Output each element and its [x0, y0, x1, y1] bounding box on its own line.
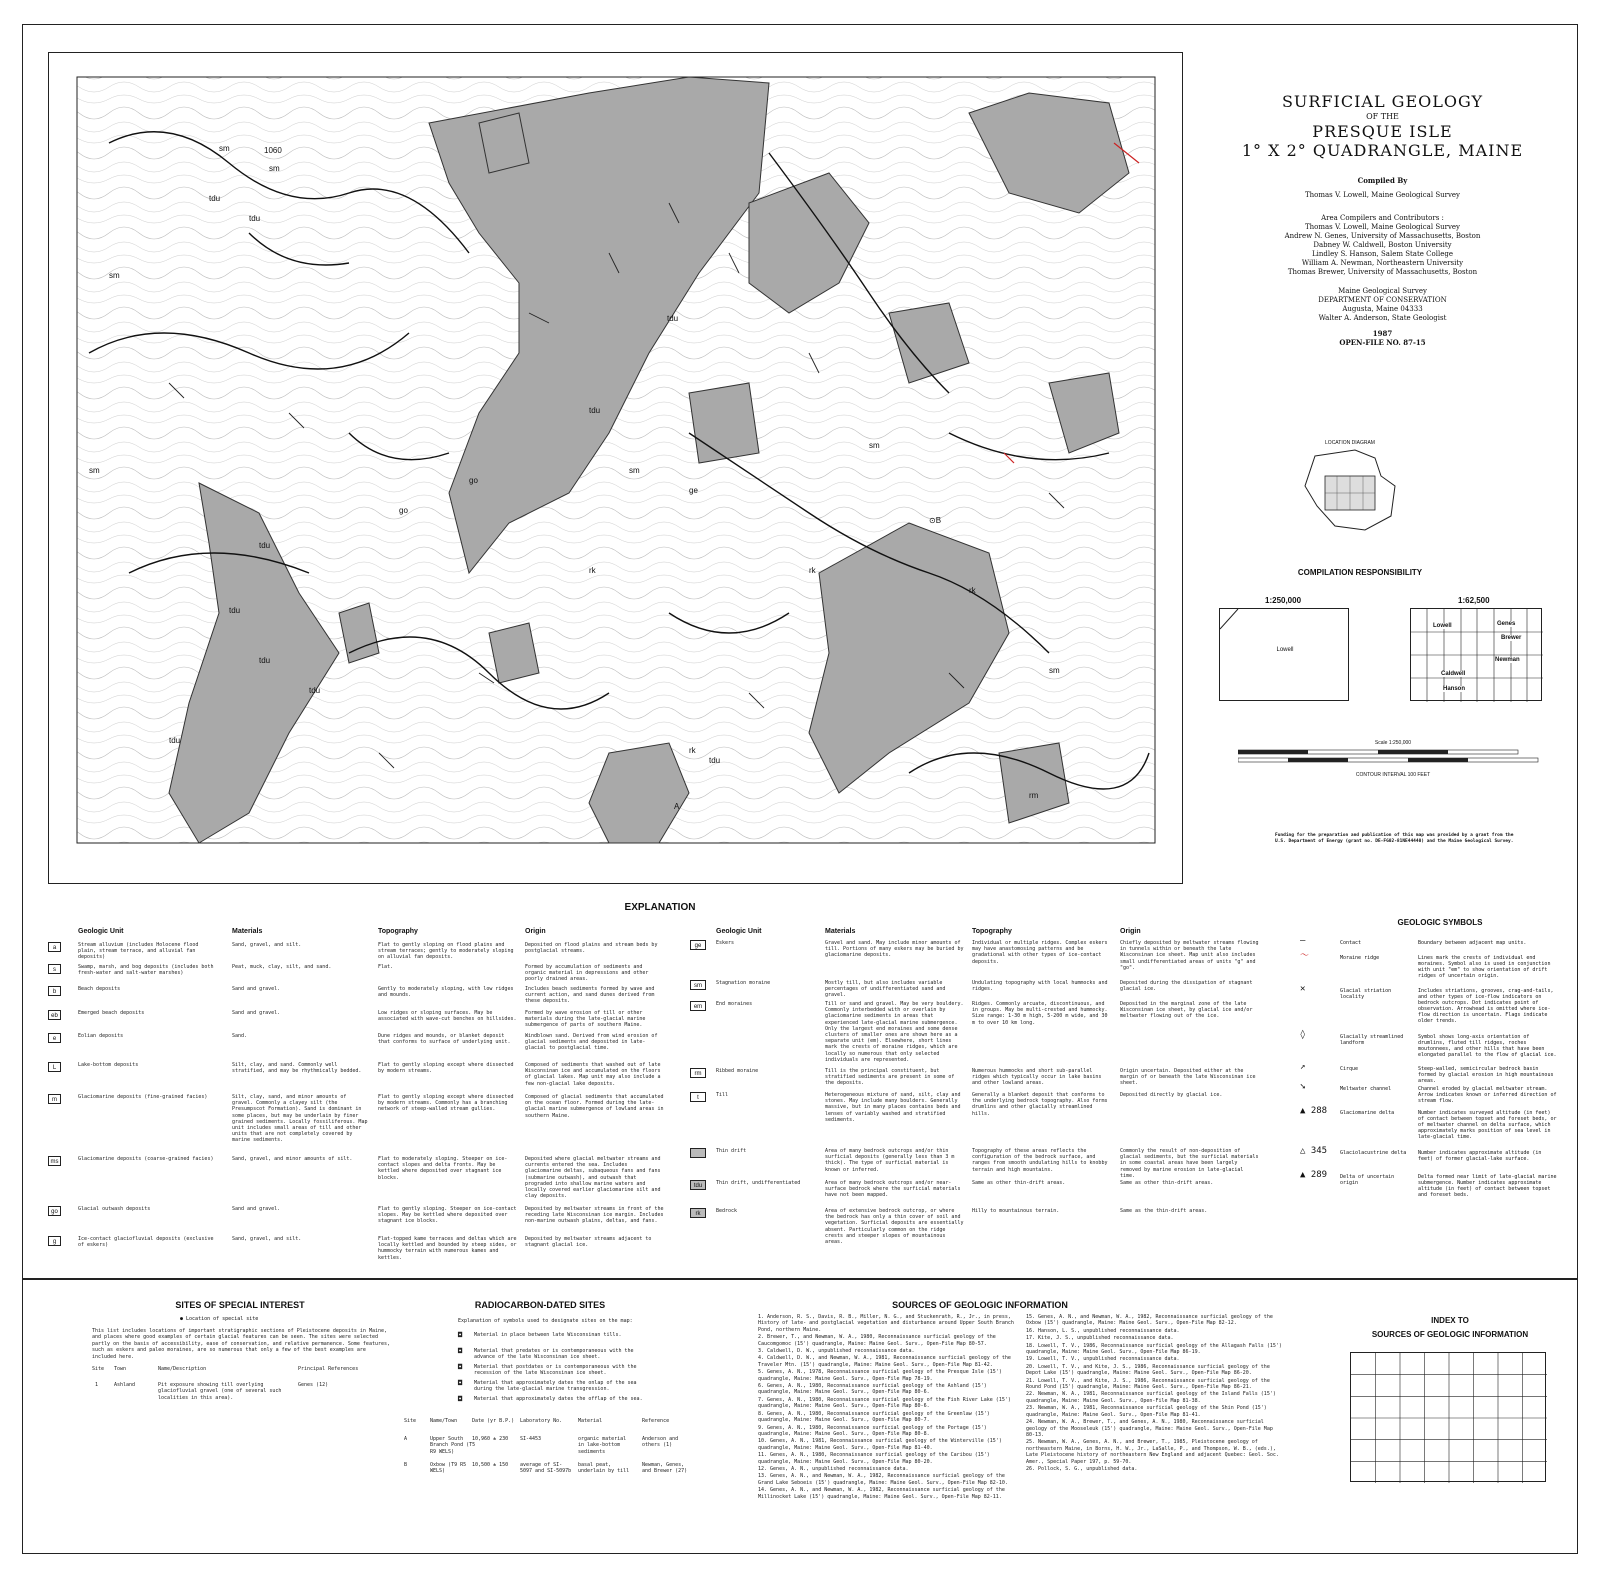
unit-symbol-box: rm: [690, 1068, 706, 1078]
contributor: William A. Newman, Northeastern University: [1301, 259, 1464, 267]
scale-right: 1:62,500: [1458, 596, 1490, 605]
radiocarbon-symbol-icon: ◘: [458, 1363, 463, 1371]
source-entry: 5. Genes, A. N., 1978, Reconnaissance surficial geology of the Presque Isle (15') quadrangle, Maine: Maine Geol. Surv., Open-File Map 78-19.: [758, 1369, 1002, 1382]
unit-materials: Sand and gravel.: [232, 1010, 281, 1016]
responsibility-genes: Genes: [1497, 621, 1516, 627]
contributor: Andrew N. Genes, University of Massachusetts, Boston: [1284, 232, 1481, 240]
site-reference: Genes (12): [298, 1382, 329, 1388]
radiocarbon-symbol-icon: ◘: [458, 1331, 463, 1339]
radiocarbon-col-header: Material: [578, 1418, 603, 1424]
unit-name: Till: [716, 1092, 729, 1098]
radiocarbon-date: 10,500 ± 150: [472, 1462, 509, 1468]
responsibility-lowell: Lowell: [1433, 623, 1452, 629]
unit-origin: Composed of sediments that washed out of late Wisconsinan ice and accumulated on the floors of glacial lakes. Map unit may also include a few non-glacial lake deposits.: [525, 1062, 661, 1087]
source-entry: 26. Pollock, S. G., unpublished data.: [1026, 1465, 1138, 1472]
unit-topography: Flat.: [378, 964, 394, 970]
unit-materials: Peat, muck, clay, silt, and sand.: [232, 964, 332, 970]
radiocarbon-material: basal peat, underlain by till: [578, 1462, 630, 1475]
unit-materials: Sand, gravel, and minor amounts of silt.: [232, 1156, 353, 1162]
svg-text:sm: sm: [219, 144, 230, 153]
source-entry: 23. Newman, W. A., 1981, Reconnaissance surficial geology of the Shin Pond (15') quadrangle, Maine: Maine Geol. Surv., Open-File Map 81-41.: [1026, 1405, 1267, 1418]
unit-topography: Flat to gently sloping except where dissected by modern streams.: [378, 1062, 514, 1075]
source-entry: 12. Genes, A. N., unpublished reconnaissance data.: [758, 1465, 909, 1472]
title-line1: SURFICIAL GEOLOGY: [1281, 92, 1484, 111]
source-entry: 1. Anderson, R. S., Davis, R. B., Miller, N. G., and Stuckenrath, R., Jr., in press, History of late- and postglacial vegetation and disturbance around Upper South Branch Pond, northern Maine.: [758, 1314, 1014, 1333]
source-entry: 10. Genes, A. N., 1981, Reconnaissance surficial geology of the Winterville (15') quadrangle, Maine: Maine Geol. Surv., Open-File Map 81-40.: [758, 1438, 1002, 1451]
source-entry: 11. Genes, A. N., 1980, Reconnaissance surficial geology of the Caribou (15') quadrangle, Maine: Maine Geol. Surv., Open-File Map 80-20.: [758, 1452, 990, 1465]
unit-symbol-box: b: [48, 986, 61, 996]
unit-topography: Hilly to mountainous terrain.: [972, 1208, 1060, 1214]
responsibility-hanson: Hanson: [1443, 686, 1466, 692]
unit-name: Ice-contact glaciofluvial deposits (exclusive of eskers): [78, 1236, 214, 1249]
source-entry: 3. Caldwell, D. W., unpublished reconnaissance data.: [758, 1348, 915, 1355]
col-header-origin-right: Origin: [1120, 928, 1141, 935]
source-entry: 22. Newman, W. A., 1981, Reconnaissance surficial geology of the Island Falls (15') quadrangle, Maine: Maine Geol. Surv., Open-File Map 81-38.: [1026, 1391, 1276, 1404]
map-graphic: [49, 53, 1183, 884]
unit-name: Eolian deposits: [78, 1033, 124, 1039]
title-line3: PRESQUE ISLE: [1312, 122, 1453, 141]
unit-materials: Sand, gravel, and silt.: [232, 1236, 302, 1242]
unit-name: Swamp, marsh, and bog deposits (includes both fresh-water and salt-water marshes): [78, 964, 214, 977]
unit-symbol-box: e: [48, 1033, 61, 1043]
symbol-icon: ▲ 289: [1300, 1170, 1328, 1180]
unit-materials: Till is the principal constituent, but stratified sediments are present in some of the deposits.: [825, 1068, 955, 1087]
svg-text:rk: rk: [589, 566, 596, 575]
unit-origin: Deposited during the dissipation of stagnant glacial ice.: [1120, 980, 1253, 993]
symbol-name: Contact: [1340, 940, 1362, 946]
sites-col-refs: Principal References: [298, 1366, 359, 1372]
source-entry: 2. Brewer, T., and Newman, W. A., 1980, Reconnaissance surficial geology of the Caucomgomoc (15') quadrangle, Maine: Maine Geol. Surv., Open-File Map 80-57.: [758, 1334, 996, 1347]
sites-intro: This list includes locations of important stratigraphic sections of Pleistocene deposits in Maine, and places where good examples of certain glacial features can be seen. The sites were selected partly on the basis of accessibility, ease of conservation, and relative permanence. Some features, such as eskers and paleo moraines, are so numerous that only a few of the best examples are included here.: [92, 1328, 391, 1360]
radiocarbon-col-header: Site: [404, 1418, 417, 1424]
unit-materials: Mostly till, but also includes variable percentages of undifferentiated sand and gravel.: [825, 980, 946, 999]
unit-topography: Topography of these areas reflects the configuration of the bedrock surface, and ranges from smooth undulating hills to knobby terrain and high mountains.: [972, 1148, 1108, 1173]
symbol-name: Glaciolacustrine delta: [1340, 1150, 1407, 1156]
unit-symbol-box: go: [48, 1206, 61, 1216]
radiocarbon-intro: Explanation of symbols used to designate sites on the map:: [458, 1318, 633, 1324]
unit-materials: Area of many bedrock outcrops and/or thin surficial deposits (generally less than 3 m thick). The type of surficial material is known or inferred.: [825, 1148, 955, 1173]
unit-topography: Generally a blanket deposit that conforms to the underlying bedrock topography. Also forms drumlins and other glacially streamlined hills.: [972, 1092, 1108, 1117]
sites-legend-text: Location of special site: [186, 1316, 259, 1322]
svg-text:tdu: tdu: [667, 314, 679, 323]
radiocarbon-col-header: Date (yr B.P.): [472, 1418, 515, 1424]
unit-name: Stream alluvium (includes Holocene flood plain, stream terrace, and alluvial fan deposits): [78, 942, 199, 961]
symbol-description: Symbol shows long-axis orientation of drumlins, fluted till ridges, roches moutonnees, and other hills that have been elongated parallel to the flow of glacial ice.: [1418, 1034, 1557, 1058]
radiocarbon-symbol-text: Material that approximately dates the onlap of the sea during the late-glacial marine transgression.: [474, 1380, 637, 1393]
unit-symbol-box: g: [48, 1236, 61, 1246]
source-entry: 4. Caldwell, D. W., and Newman, W. A., 1981, Reconnaissance surficial geology of the Traveler Mtn. (15') quadrangle, Maine: Maine Geol. Surv., Open-File Map 81-42.: [758, 1355, 1011, 1368]
unit-origin: Origin uncertain. Deposited either at the margin of or beneath the late Wisconsinan ice sheet.: [1120, 1068, 1256, 1087]
radiocarbon-col-header: Reference: [642, 1418, 670, 1424]
compilation-left-box: [1219, 608, 1349, 701]
responsibility-brewer: Brewer: [1501, 635, 1522, 641]
site-town: Ashland: [114, 1382, 136, 1388]
svg-text:tdu: tdu: [169, 736, 181, 745]
unit-origin: Deposited on flood plains and stream beds by postglacial streams.: [525, 942, 658, 955]
unit-symbol-box: t: [690, 1092, 706, 1102]
col-header-unit-right: Geologic Unit: [716, 928, 762, 935]
unit-origin: Same as other thin-drift areas.: [1120, 1180, 1214, 1186]
symbol-description: Boundary between adjacent map units.: [1418, 940, 1527, 946]
unit-materials: Sand.: [232, 1033, 248, 1039]
source-entry: 19. Lowell, T. V., unpublished reconnaissance data.: [1026, 1356, 1180, 1363]
symbols-heading: GEOLOGIC SYMBOLS: [1397, 918, 1483, 927]
unit-origin: Windblown sand. Derived from wind erosion of glacial sediments and deposited in late-glacial to postglacial time.: [525, 1033, 658, 1052]
unit-topography: Flat-topped kame terraces and deltas which are locally kettled and bounded by steep sides, or hummocky terrain with numerous kames and kettles.: [378, 1236, 517, 1261]
symbol-name: Glaciomarine delta: [1340, 1110, 1395, 1116]
unit-origin: Formed by wave erosion of till or other materials during the late-glacial marine submergence of parts of southern Maine.: [525, 1010, 646, 1029]
radiocarbon-lab: average of SI-5097 and SI-5097b: [520, 1462, 572, 1475]
symbol-icon: ✕: [1300, 984, 1306, 994]
title-block: [1215, 92, 1550, 347]
symbol-icon: ▲ 288: [1300, 1106, 1328, 1116]
unit-symbol-box: m: [48, 1094, 61, 1104]
svg-text:rm: rm: [1029, 791, 1039, 800]
unit-materials: Area of extensive bedrock outcrop, or where the bedrock has only a thin cover of soil and vegetation. Surficial deposits are essentially absent. Particularly common on the ridge crests and steeper slopes of mountainous areas.: [825, 1208, 964, 1246]
unit-materials: Sand and gravel.: [232, 1206, 281, 1212]
svg-text:ge: ge: [689, 486, 698, 495]
col-header-unit: Geologic Unit: [78, 928, 124, 935]
scale-bar: [1238, 740, 1548, 778]
unit-symbol-box: [690, 1148, 706, 1158]
svg-text:A: A: [674, 802, 680, 811]
source-entry: 9. Genes, A. N., 1980, Reconnaissance surficial geology of the Portage (15') quadrangle, Maine: Maine Geol. Surv., Open-File Map 80-8.: [758, 1424, 987, 1437]
address: Augusta, Maine 04333: [1342, 305, 1423, 313]
unit-name: Bedrock: [716, 1208, 738, 1214]
source-entry: 25. Newman, W. A., Genes, A. N., and Brewer, T., 1985, Pleistocene geology of northeastern Maine, in Borns, H. W., Jr., LaSalle, P., and Thompson, W. B., (eds.), Late Pleistocene history of northeastern New England and adjacent Quebec: Geol. Soc. Amer., Special Paper 197, p. 59-70.: [1026, 1439, 1279, 1465]
radiocarbon-col-header: Laboratory No.: [520, 1418, 563, 1424]
svg-text:1060: 1060: [264, 146, 282, 155]
symbol-description: Number indicates surveyed altitude (in feet) of contact between topset and foreset beds, or of meltwater channel on delta surface, which approximately marks position of sea level in late-glacial time.: [1418, 1110, 1557, 1140]
svg-text:sm: sm: [869, 441, 880, 450]
index-grid: [1350, 1352, 1546, 1482]
contributor: Lindley S. Hanson, Salem State College: [1312, 250, 1453, 258]
symbol-icon: ↗: [1300, 1062, 1306, 1072]
svg-text:tdu: tdu: [709, 756, 721, 765]
radiocarbon-town: Oxbow (T9 R5 WELS): [430, 1462, 467, 1475]
unit-name: Glacial outwash deposits: [78, 1206, 151, 1212]
unit-topography: Undulating topography with local hummocks and ridges.: [972, 980, 1108, 993]
unit-topography: Flat to gently sloping except where dissected by modern streams. Commonly has a branching network of steep-walled stream gullies.: [378, 1094, 514, 1113]
source-entry: 18. Lowell, T. V., 1986, Reconnaissance surficial geology of the Allagash Falls (15') quadrangle, Maine: Maine Geol. Surv., Open-File Map 86-19.: [1026, 1342, 1282, 1356]
responsibility-newman: Newman: [1495, 657, 1520, 663]
sites-col-desc: Name/Description: [158, 1366, 207, 1372]
unit-topography: Flat to gently sloping. Steeper on ice-contact slopes. May be kettled where deposited over stagnant ice blocks.: [378, 1206, 517, 1225]
source-entry: 20. Lowell, T. V., and Kite, J. S., 1986, Reconnaissance surficial geology of the Depot Lake (15') quadrangle, Maine: Maine Geol. Surv., Open-File Map 86-20.: [1026, 1363, 1270, 1377]
svg-text:⊙B: ⊙B: [929, 516, 942, 525]
sources-heading: SOURCES OF GEOLOGIC INFORMATION: [892, 1300, 1068, 1310]
index-heading-line1: INDEX TO: [1431, 1316, 1469, 1325]
unit-name: Eskers: [716, 940, 735, 946]
unit-topography: Flat to gently sloping on flood plains and stream terraces; gently to moderately sloping on alluvial fan deposits.: [378, 942, 514, 961]
explanation-heading: EXPLANATION: [624, 902, 696, 913]
symbol-description: Channel eroded by glacial meltwater stream. Arrow indicates known or inferred direction of stream flow.: [1418, 1086, 1557, 1104]
sites-col-site: Site: [92, 1366, 105, 1372]
contributor: Thomas Brewer, University of Massachusetts, Boston: [1287, 268, 1478, 276]
symbol-description: Includes striations, grooves, crag-and-tails, and other types of ice-flow indicators on bedrock outcrops. Dot indicates point of observation. Arrowhead is omitted where ice-flow direction is uncertain. Flags indicate older trends.: [1418, 988, 1554, 1024]
unit-origin: Deposited in the marginal zone of the late Wisconsinan ice sheet, by glacial ice and/or meltwater flowing out of the ice.: [1120, 1001, 1253, 1020]
unit-origin: Chiefly deposited by meltwater streams flowing in tunnels within or beneath the late Wisconsinan ice sheet. Map unit also includes small undifferentiated areas of units "g" and "go".: [1120, 940, 1259, 971]
col-header-topography: Topography: [378, 928, 418, 935]
symbol-icon: ◊: [1300, 1030, 1306, 1040]
unit-symbol-box: s: [48, 964, 61, 974]
radiocarbon-symbol-text: Material in place between late Wisconsinan tills.: [474, 1332, 622, 1338]
unit-symbol-box: a: [48, 942, 61, 952]
unit-name: Emerged beach deposits: [78, 1010, 145, 1016]
compilation-heading: COMPILATION RESPONSIBILITY: [1297, 568, 1423, 577]
col-header-materials-right: Materials: [825, 928, 856, 935]
unit-origin: Composed of glacial sediments that accumulated on the ocean floor. Formed during the late-glacial marine submergence of lowland areas in southern Maine.: [525, 1094, 664, 1119]
unit-symbol-box: eb: [48, 1010, 61, 1020]
symbol-description: Lines mark the crests of individual end moraines. Symbol also is used in conjunction with unit "em" to show orientation of drift ridges of uncertain origin.: [1418, 955, 1551, 979]
compiled-by-label: Compiled By: [1357, 176, 1408, 185]
state-geologist: Walter A. Anderson, State Geologist: [1318, 314, 1447, 322]
svg-text:sm: sm: [89, 466, 100, 475]
svg-text:rk: rk: [689, 746, 696, 755]
unit-materials: Silt, clay, sand, and minor amounts of gravel. Commonly a clayey silt (the Presumpscot Formation). Sand is dominant in some places, but may be underlain by finer grained sediments. Locally fossiliferous. Map unit includes small areas of till and other units that are not completely covered by marine sediments.: [232, 1094, 368, 1144]
surficial-geology-map[interactable]: [48, 52, 1183, 884]
radiocarbon-symbol-text: Material that predates or is contemporaneous with the advance of the late Wisconsinan ice sheet.: [474, 1348, 634, 1361]
unit-symbol-box: ms: [48, 1156, 61, 1166]
unit-symbol-box: sm: [690, 980, 706, 990]
funding-note: Funding for the preparation and publication of this map was provided by a grant from the U.S. Department of Energy (grant no. DE-FG02-81NE44440) and the Maine Geological Survey.: [1275, 833, 1514, 844]
source-entry: 13. Genes, A. N., and Newman, W. A., 1982, Reconnaissance surficial geology of the Grand Lake Seboeis (15') quadrangle, Maine: Maine Geol. Surv., Open-File Map 82-10.: [758, 1473, 1008, 1486]
unit-materials: Area of many bedrock outcrops and/or near-surface bedrock where the surficial materials have not been mapped.: [825, 1180, 961, 1199]
unit-origin: Commonly the result of non-deposition of glacial sediments, but the surficial materials in some coastal areas have been largely removed by marine erosion in late-glacial time.: [1120, 1148, 1259, 1179]
unit-origin: Deposited directly by glacial ice.: [1120, 1092, 1223, 1098]
source-entry: 8. Genes, A. N., 1980, Reconnaissance surficial geology of the Greenlaw (15') quadrangle, Maine: Maine Geol. Surv., Open-File Map 80-7.: [758, 1410, 990, 1424]
svg-text:tdu: tdu: [209, 194, 221, 203]
sites-legend: [180, 1316, 258, 1322]
svg-text:tdu: tdu: [589, 406, 601, 415]
source-entry: 6. Genes, A. N., 1980, Reconnaissance surficial geology of the Ashland (15') quadrangle, Maine: Maine Geol. Surv., Open-File Map 80-6.: [758, 1383, 987, 1396]
radiocarbon-site: B: [404, 1462, 408, 1468]
unit-topography: Low ridges or sloping surfaces. May be associated with wave-cut benches on hillsides.: [378, 1010, 517, 1023]
col-header-origin: Origin: [525, 928, 546, 935]
radiocarbon-col-header: Name/Town: [430, 1418, 458, 1424]
source-entry: 14. Genes, A. N., and Newman, W. A., 1982, Reconnaissance surficial geology of the Millinocket Lake (15') quadrangle, Maine: Maine Geol. Surv., Open-File Map 82-11.: [758, 1487, 1005, 1500]
symbol-name: Glacially streamlined landform: [1340, 1034, 1404, 1046]
unit-materials: Heterogeneous mixture of sand, silt, clay and stones. May include many boulders. Generally massive, but in many places contains beds and lenses of variably washed and stratified sediments.: [825, 1092, 961, 1123]
unit-name: Glaciomarine deposits (coarse-grained facies): [78, 1156, 214, 1162]
location-diagram: [1295, 440, 1405, 540]
scale-left: 1:250,000: [1265, 596, 1302, 605]
unit-topography: Individual or multiple ridges. Complex eskers may have anastomosing patterns and be gradational with other types of ice-contact deposits.: [972, 940, 1108, 965]
department: DEPARTMENT OF CONSERVATION: [1318, 296, 1447, 304]
col-header-materials: Materials: [232, 928, 263, 935]
symbol-name: Meltwater channel: [1340, 1086, 1392, 1092]
unit-name: Lake-bottom deposits: [78, 1062, 139, 1068]
radiocarbon-date: 10,960 ± 230: [472, 1436, 509, 1442]
site-description: Pit exposure showing till overlying glaciofluvial gravel (one of several such localities in this area).: [158, 1382, 282, 1401]
symbol-name: Glacial striation locality: [1340, 988, 1392, 1000]
location-diagram-label: LOCATION DIAGRAM: [1325, 440, 1375, 446]
symbol-description: Number indicates approximate altitude (in feet) of former glacial-lake surface.: [1418, 1150, 1542, 1162]
svg-text:tdu: tdu: [249, 214, 261, 223]
symbol-icon: 〜: [1300, 951, 1310, 961]
radiocarbon-symbol-icon: ◘: [458, 1379, 463, 1387]
svg-text:tdu: tdu: [229, 606, 241, 615]
site-number: 1: [95, 1382, 99, 1388]
symbol-icon: —: [1300, 936, 1306, 946]
unit-symbol-box: em: [690, 1001, 706, 1011]
unit-materials: Silt, clay, and sand. Commonly well stratified, and may be rhythmically bedded.: [232, 1062, 362, 1075]
contour-interval: CONTOUR INTERVAL 100 FEET: [1355, 772, 1431, 778]
svg-text:tdu: tdu: [259, 541, 271, 550]
unit-name: Thin drift: [716, 1148, 747, 1154]
svg-text:sm: sm: [629, 466, 640, 475]
unit-materials: Sand, gravel, and silt.: [232, 942, 302, 948]
source-entry: 21. Lowell, T. V., and Kite, J. S., 1986, Reconnaissance surficial geology of the Round Pond (15') quadrangle, Maine: Maine Geol. Surv., Open-File Map 86-21.: [1026, 1377, 1270, 1391]
radiocarbon-symbol-text: Material that postdates or is contemporaneous with the recession of the late Wisconsinan ice sheet.: [474, 1364, 637, 1377]
radiocarbon-symbol-text: Material that approximately dates the offlap of the sea.: [474, 1396, 643, 1402]
source-entry: 7. Genes, A. N., 1980, Reconnaissance surficial geology of the Fish River Lake (15') quadrangle, Maine: Maine Geol. Surv., Open-File Map 80-6.: [758, 1396, 1011, 1410]
symbol-name: Cirque: [1340, 1066, 1359, 1072]
special-site-icon: ●: [180, 1316, 187, 1322]
symbol-icon: △ 345: [1300, 1146, 1328, 1156]
section-divider: [22, 1278, 1578, 1280]
symbol-name: Delta of uncertain origin: [1340, 1174, 1395, 1186]
compiler: Thomas V. Lowell, Maine Geological Survey: [1304, 191, 1461, 199]
year: 1987: [1372, 329, 1393, 338]
radiocarbon-material: organic material in lake-bottom sediments: [578, 1436, 627, 1455]
unit-name: Thin drift, undifferentiated: [716, 1180, 801, 1186]
radiocarbon-town: Upper South Branch Pond (T5 R9 WELS): [430, 1436, 476, 1455]
unit-symbol-box: tdu: [690, 1180, 706, 1190]
symbol-description: Delta formed near limit of late-glacial marine submergence. Number indicates approximate altitude (in feet) of contact between topset and foreset beds.: [1418, 1174, 1557, 1198]
unit-topography: Dune ridges and mounds, or blanket deposit that conforms to surface of underlying unit.: [378, 1033, 511, 1046]
title-line2: OF THE: [1366, 112, 1399, 121]
unit-name: Stagnation moraine: [716, 980, 771, 986]
compilation-left-name: Lowell: [1276, 647, 1294, 653]
svg-text:go: go: [399, 506, 408, 515]
contributor: Dabney W. Caldwell, Boston University: [1313, 241, 1452, 249]
sources-right-column: [1026, 1314, 1284, 1473]
unit-name: End moraines: [716, 1001, 753, 1007]
symbol-icon: ➘: [1300, 1082, 1306, 1092]
scale-label: Scale 1:250,000: [1374, 740, 1412, 746]
unit-topography: Flat to moderately sloping. Steeper on ice-contact slopes and delta fronts. May be kettled where deposited over stagnant ice blocks.: [378, 1156, 508, 1181]
svg-text:rk: rk: [809, 566, 816, 575]
index-heading-line2: SOURCES OF GEOLOGIC INFORMATION: [1371, 1330, 1529, 1339]
radiocarbon-site: A: [404, 1436, 408, 1442]
unit-origin: Deposited where glacial meltwater streams and currents entered the sea. Includes glaciomarine deltas, subaqueous fans and fans (submarine outwash), and outwash that prograded into shallow marine waters and locally covered earlier glaciomarine silt and clay deposits.: [525, 1156, 661, 1200]
symbol-description: Steep-walled, semicircular bedrock basin formed by glacial erosion in high mountainous areas.: [1418, 1066, 1554, 1084]
svg-text:sm: sm: [1049, 666, 1060, 675]
symbol-name: Moraine ridge: [1340, 955, 1380, 961]
svg-text:tdu: tdu: [309, 686, 321, 695]
source-entry: 24. Newman, W. A., Brewer, T., and Genes, A. N., 1980, Reconnaissance surficial geology of the Mooseleuk (15') quadrangle, Maine: Maine Geol. Surv., Open-File Map 80-13.: [1026, 1419, 1273, 1438]
svg-text:tdu: tdu: [259, 656, 271, 665]
radiocarbon-lab: SI-4453: [520, 1436, 542, 1442]
unit-origin: Formed by accumulation of sediments and organic material in depressions and other poorly drained areas.: [525, 964, 649, 983]
source-entry: 16. Hanson, L. S., unpublished reconnaissance data.: [1026, 1327, 1180, 1334]
unit-materials: Till or sand and gravel. May be very bouldery. Commonly interbedded with or overlain by glaciomarine sediments in areas that experienced late-glacial marine submergence. Only the largest end moraines and some dense clusters of smaller ones are shown here as a separate unit (em). Elsewhere, short lines mark the crests of moraine ridges, which are locally so numerous that only selected individuals are represented.: [825, 1001, 964, 1063]
sources-left-column: [758, 1314, 1016, 1501]
source-entry: 15. Genes, A. N., and Newman, W. A., 1982, Reconnaissance surficial geology of the Oxbow (15') quadrangle, Maine: Maine Geol. Surv., Open-File Map 82-12.: [1026, 1314, 1273, 1327]
unit-origin: Includes beach sediments formed by wave and current action, and sand dunes derived from these deposits.: [525, 986, 655, 1005]
open-file-number: OPEN-FILE NO. 87-15: [1339, 338, 1426, 347]
radiocarbon-symbol-icon: ◘: [458, 1395, 463, 1403]
unit-origin: Same as the thin-drift areas.: [1120, 1208, 1208, 1214]
unit-symbol-box: ge: [690, 940, 706, 950]
radiocarbon-reference: Newman, Genes, and Brewer (27): [642, 1462, 688, 1475]
unit-topography: Same as other thin-drift areas.: [972, 1180, 1066, 1186]
svg-text:sm: sm: [109, 271, 120, 280]
unit-topography: Gently to moderately sloping, with low ridges and mounds.: [378, 986, 514, 999]
compilation-right-box: [1410, 608, 1542, 701]
responsibility-caldwell: Caldwell: [1441, 671, 1466, 677]
unit-topography: Ridges. Commonly arcuate, discontinuous, and in groups. May be multi-crested and hummocky. Size range: 1-30 m high, 5-200 m wide, and 30 m to over 10 km long.: [972, 1001, 1108, 1026]
unit-origin: Deposited by meltwater streams in front of the receding late Wisconsinan ice margin. Includes non-marine outwash plains, deltas, and fans.: [525, 1206, 664, 1225]
radiocarbon-reference: Anderson and others (1): [642, 1436, 679, 1449]
radiocarbon-heading: RADIOCARBON-DATED SITES: [474, 1300, 606, 1310]
title-line4: 1° X 2° QUADRANGLE, MAINE: [1241, 141, 1524, 160]
unit-topography: Numerous hummocks and short sub-parallel ridges which typically occur in lake basins and other lowland areas.: [972, 1068, 1102, 1087]
contributor: Thomas V. Lowell, Maine Geological Survey: [1304, 223, 1461, 231]
source-entry: 17. Kite, J. S., unpublished reconnaissance data.: [1026, 1335, 1174, 1342]
agency: Maine Geological Survey: [1338, 287, 1427, 295]
unit-materials: Gravel and sand. May include minor amounts of till. Portions of many eskers may be buried by glaciomarine deposits.: [825, 940, 964, 959]
unit-name: Glaciomarine deposits (fine-grained facies): [78, 1094, 208, 1100]
col-header-topography-right: Topography: [972, 928, 1012, 935]
svg-text:sm: sm: [269, 164, 280, 173]
unit-symbol-box: rk: [690, 1208, 706, 1218]
unit-name: Ribbed moraine: [716, 1068, 759, 1074]
unit-symbol-box: L: [48, 1062, 61, 1072]
sites-col-town: Town: [114, 1366, 127, 1372]
svg-text:rk: rk: [969, 586, 976, 595]
unit-origin: Deposited by meltwater streams adjacent to stagnant glacial ice.: [525, 1236, 652, 1249]
radiocarbon-symbol-icon: ◘: [458, 1347, 463, 1355]
unit-materials: Sand and gravel.: [232, 986, 281, 992]
contributors-label: Area Compilers and Contributors :: [1321, 214, 1444, 222]
svg-text:go: go: [469, 476, 478, 485]
sites-heading: SITES OF SPECIAL INTEREST: [175, 1300, 305, 1310]
unit-name: Beach deposits: [78, 986, 121, 992]
